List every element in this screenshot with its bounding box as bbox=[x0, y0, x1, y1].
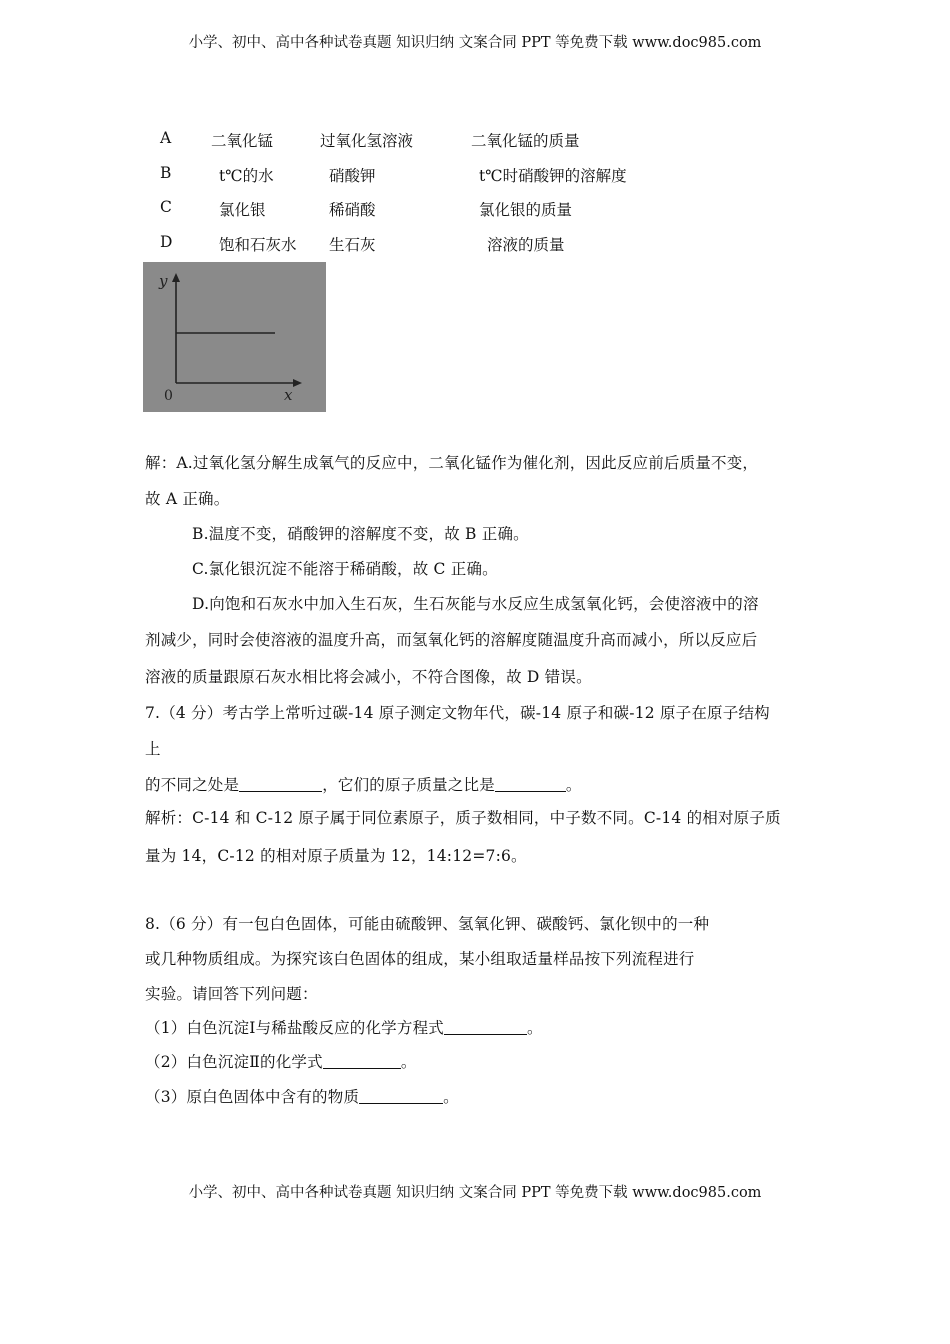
solution-line: 故 A 正确。 bbox=[145, 490, 230, 508]
q7-text: 的不同之处是 bbox=[145, 776, 240, 794]
q8-text: （2）白色沉淀Ⅱ的化学式 bbox=[145, 1053, 323, 1071]
question-7-line: 上 bbox=[145, 740, 161, 758]
option-letter: C bbox=[160, 198, 172, 216]
option-y: 硝酸钾 bbox=[329, 167, 376, 185]
question-8-line: 或几种物质组成。为探究该白色固体的组成，某小组取适量样品按下列流程进行 bbox=[145, 950, 695, 968]
option-y: 稀硝酸 bbox=[329, 201, 376, 219]
q8-text: 。 bbox=[400, 1053, 417, 1071]
y-axis-arrow bbox=[172, 273, 180, 282]
option-y: 生石灰 bbox=[329, 236, 376, 254]
option-x: 饱和石灰水 bbox=[219, 236, 297, 254]
answer-blank[interactable] bbox=[323, 1054, 401, 1069]
answer-blank[interactable] bbox=[239, 777, 322, 792]
solution-line: 剂减少，同时会使溶液的温度升高，而氢氧化钙的溶解度随温度升高而减小，所以反应后 bbox=[145, 631, 758, 649]
q8-text: （1）白色沉淀Ⅰ与稀盐酸反应的化学方程式 bbox=[145, 1019, 444, 1037]
solution-line: 解：A.过氧化氢分解生成氧气的反应中，二氧化锰作为催化剂，因此反应前后质量不变， bbox=[145, 454, 759, 472]
option-y: 过氧化氢溶液 bbox=[320, 132, 414, 150]
q8-text: 。 bbox=[527, 1019, 543, 1037]
question-8-line: 8.（6 分）有一包白色固体，可能由硫酸钾、氢氧化钾、碳酸钙、氯化钡中的一种 bbox=[145, 915, 710, 933]
solution-line: 溶液的质量跟原石灰水相比将会减小，不符合图像，故 D 错误。 bbox=[145, 668, 592, 686]
answer-blank[interactable] bbox=[359, 1089, 443, 1104]
page-header: 小学、初中、高中各种试卷真题 知识归纳 文案合同 PPT 等免费下载 www.doc985.com bbox=[188, 35, 762, 51]
answer-blank[interactable] bbox=[444, 1020, 527, 1035]
option-letter: B bbox=[160, 164, 172, 182]
question-8-sub-1 bbox=[145, 1016, 543, 1038]
solution-line: B.温度不变，硝酸钾的溶解度不变，故 B 正确。 bbox=[192, 525, 529, 543]
solution-line: D.向饱和石灰水中加入生石灰，生石灰能与水反应生成氢氧化钙，会使溶液中的溶 bbox=[192, 595, 759, 613]
origin-label: 0 bbox=[164, 388, 173, 404]
question-7-line: 7.（4 分）考古学上常听过碳-14 原子测定文物年代，碳-14 原子和碳-12 原子在原子结构 bbox=[145, 704, 770, 722]
x-axis-label: x bbox=[284, 386, 293, 404]
page-footer: 小学、初中、高中各种试卷真题 知识归纳 文案合同 PPT 等免费下载 www.doc985.com bbox=[188, 1185, 762, 1201]
option-x: 氯化银 bbox=[219, 201, 266, 219]
q7-text: ，它们的原子质量之比是 bbox=[322, 776, 495, 794]
question-8-line: 实验。请回答下列问题： bbox=[145, 985, 318, 1003]
option-x: t℃的水 bbox=[219, 167, 274, 185]
question-7-analysis: 量为 14，C-12 的相对原子质量为 12，14:12=7:6。 bbox=[145, 847, 527, 865]
answer-blank[interactable] bbox=[495, 777, 566, 792]
graph-figure bbox=[143, 262, 326, 412]
option-z: 溶液的质量 bbox=[487, 236, 565, 254]
option-x: 二氧化锰 bbox=[211, 132, 274, 150]
q7-text: 。 bbox=[565, 776, 582, 794]
question-7-blanks bbox=[145, 773, 582, 795]
q8-text: 。 bbox=[443, 1088, 459, 1106]
question-7-analysis: 解析：C-14 和 C-12 原子属于同位素原子，质子数相同，中子数不同。C-14 的相对原子质 bbox=[145, 809, 781, 827]
graph-svg bbox=[143, 262, 326, 412]
x-axis-arrow bbox=[293, 379, 302, 387]
option-z: t℃时硝酸钾的溶解度 bbox=[479, 167, 627, 185]
solution-line: C.氯化银沉淀不能溶于稀硝酸，故 C 正确。 bbox=[192, 560, 498, 578]
option-z: 二氧化锰的质量 bbox=[471, 132, 580, 150]
option-z: 氯化银的质量 bbox=[479, 201, 573, 219]
question-8-sub-3 bbox=[145, 1085, 459, 1107]
question-8-sub-2 bbox=[145, 1050, 417, 1072]
y-axis-label: y bbox=[159, 272, 168, 290]
option-letter: A bbox=[160, 129, 172, 147]
q8-text: （3）原白色固体中含有的物质 bbox=[145, 1088, 360, 1106]
option-letter: D bbox=[160, 233, 173, 251]
